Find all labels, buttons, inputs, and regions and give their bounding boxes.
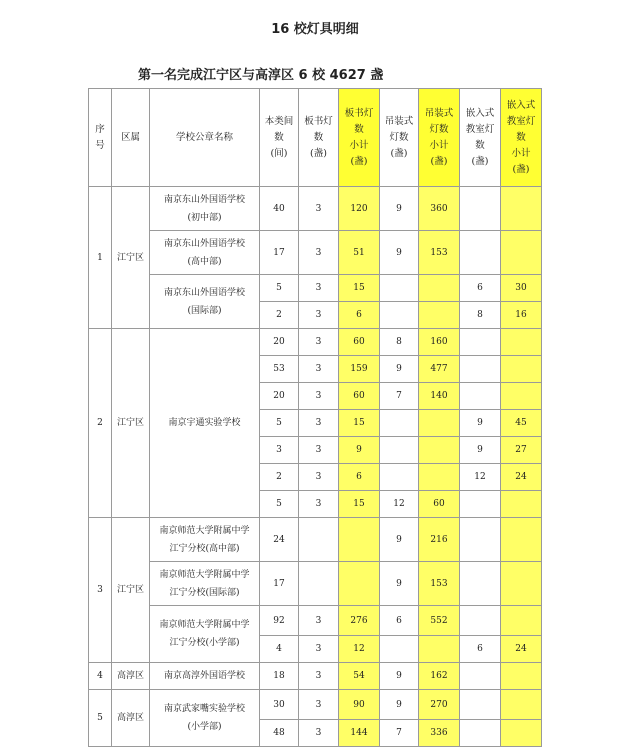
embed-sub-cell: 24 <box>501 636 542 663</box>
embed-cell: 9 <box>460 437 501 464</box>
board-cell: 3 <box>299 275 339 302</box>
hang-sub-cell: 552 <box>419 606 460 636</box>
hang-sub-cell: 270 <box>419 690 460 720</box>
col-header-school <box>150 89 260 187</box>
row-number: 3 <box>89 518 112 663</box>
board-cell: 3 <box>299 410 339 437</box>
col-header-line: 嵌入式 <box>506 99 536 111</box>
board-sub-cell: 60 <box>339 329 380 356</box>
hang-cell: 9 <box>380 562 419 606</box>
board-sub-cell: 15 <box>339 275 380 302</box>
hang-sub-cell <box>419 636 460 663</box>
row-number: 1 <box>89 187 112 329</box>
hang-sub-cell: 162 <box>419 663 460 690</box>
hang-cell <box>380 636 419 663</box>
school-name-cell <box>150 275 260 329</box>
hang-cell: 7 <box>380 720 419 747</box>
col-header-no <box>89 89 112 187</box>
table-row <box>89 663 542 690</box>
page-title: 16 校灯具明细 <box>271 22 359 37</box>
rooms-cell: 18 <box>260 663 299 690</box>
col-header-line: 数 <box>516 131 526 143</box>
board-cell: 3 <box>299 606 339 636</box>
rooms-cell: 53 <box>260 356 299 383</box>
embed-cell <box>460 606 501 636</box>
col-header-line: (盏) <box>512 163 530 175</box>
col-header-line: 灯数 <box>429 123 449 135</box>
embed-cell: 6 <box>460 275 501 302</box>
school-name-cell <box>150 187 260 231</box>
embed-sub-cell: 45 <box>501 410 542 437</box>
embed-cell: 6 <box>460 636 501 663</box>
col-header-line: 嵌入式 <box>465 107 495 119</box>
school-name-cell <box>150 606 260 663</box>
board-sub-cell: 120 <box>339 187 380 231</box>
hang-sub-cell: 360 <box>419 187 460 231</box>
school-name-cell <box>150 329 260 518</box>
hang-cell <box>380 410 419 437</box>
school-name-suffix: 江宁分校(国际部) <box>169 587 240 598</box>
board-cell: 3 <box>299 302 339 329</box>
col-header-district <box>112 89 150 187</box>
col-header-line: 数 <box>313 131 324 143</box>
hang-sub-cell: 140 <box>419 383 460 410</box>
school-name: 南京东山外国语学校 <box>163 287 245 298</box>
embed-sub-cell <box>501 383 542 410</box>
rooms-cell: 40 <box>260 187 299 231</box>
hang-cell <box>380 437 419 464</box>
school-name-suffix: (国际部) <box>187 305 222 316</box>
board-cell: 3 <box>299 187 339 231</box>
board-cell: 3 <box>299 636 339 663</box>
col-header-rooms <box>260 89 299 187</box>
board-sub-cell <box>339 518 380 562</box>
hang-cell <box>380 464 419 491</box>
col-header-board <box>299 89 339 187</box>
embed-cell <box>460 231 501 275</box>
hang-sub-cell <box>419 464 460 491</box>
board-cell: 3 <box>299 491 339 518</box>
rooms-cell: 92 <box>260 606 299 636</box>
hang-cell <box>380 302 419 329</box>
hang-cell <box>380 275 419 302</box>
school-name: 南京高淳外国语学校 <box>163 671 245 681</box>
hang-sub-cell: 153 <box>419 562 460 606</box>
row-number: 4 <box>89 663 112 690</box>
board-cell: 3 <box>299 231 339 275</box>
school-name-suffix: (高中部) <box>187 256 222 267</box>
rooms-cell: 17 <box>260 231 299 275</box>
rooms-cell: 17 <box>260 562 299 606</box>
col-header-line: 板书灯 <box>304 115 333 127</box>
row-number: 5 <box>89 690 112 747</box>
district-cell: 江宁区 <box>112 187 150 329</box>
embed-cell: 12 <box>460 464 501 491</box>
rooms-cell: 5 <box>260 275 299 302</box>
rooms-cell: 3 <box>260 437 299 464</box>
school-name-cell <box>150 518 260 562</box>
embed-cell <box>460 356 501 383</box>
rooms-cell: 20 <box>260 383 299 410</box>
board-cell: 3 <box>299 663 339 690</box>
embed-cell <box>460 720 501 747</box>
board-sub-cell: 144 <box>339 720 380 747</box>
school-name: 南京宇通实验学校 <box>168 418 241 428</box>
hang-sub-cell: 216 <box>419 518 460 562</box>
rooms-cell: 4 <box>260 636 299 663</box>
board-sub-cell: 9 <box>339 437 380 464</box>
embed-cell <box>460 491 501 518</box>
rooms-cell: 5 <box>260 410 299 437</box>
board-sub-cell: 6 <box>339 464 380 491</box>
rooms-cell: 24 <box>260 518 299 562</box>
school-name-suffix: (初中部) <box>187 212 222 223</box>
table-body <box>89 187 542 747</box>
hang-sub-cell: 60 <box>419 491 460 518</box>
board-sub-cell: 15 <box>339 491 380 518</box>
embed-cell <box>460 690 501 720</box>
embed-cell <box>460 663 501 690</box>
board-cell <box>299 518 339 562</box>
embed-sub-cell: 24 <box>501 464 542 491</box>
school-name: 南京东山外国语学校 <box>163 238 245 249</box>
hang-cell: 7 <box>380 383 419 410</box>
embed-cell <box>460 562 501 606</box>
school-name-cell <box>150 690 260 747</box>
board-sub-cell: 159 <box>339 356 380 383</box>
embed-sub-cell <box>501 663 542 690</box>
board-cell <box>299 562 339 606</box>
school-name-cell <box>150 663 260 690</box>
embed-sub-cell: 16 <box>501 302 542 329</box>
hang-sub-cell: 477 <box>419 356 460 383</box>
board-sub-cell: 276 <box>339 606 380 636</box>
table-row <box>89 231 542 275</box>
board-cell: 3 <box>299 437 339 464</box>
col-header-board-subtotal <box>339 89 380 187</box>
col-header-line: 教室灯 <box>506 115 536 127</box>
embed-sub-cell <box>501 606 542 636</box>
hang-sub-cell <box>419 302 460 329</box>
col-header-line: 数 <box>274 131 284 143</box>
col-header-line: 板书灯 <box>344 107 374 119</box>
school-name: 南京武家嘴实验学校 <box>163 704 245 714</box>
col-header-line: (盏) <box>390 147 408 159</box>
col-header-line: (盏) <box>310 147 327 159</box>
school-name-suffix: 江宁分校(小学部) <box>169 638 240 648</box>
embed-sub-cell <box>501 187 542 231</box>
col-header-line: (盏) <box>471 155 489 167</box>
col-header-line: 小计 <box>429 139 449 151</box>
hang-sub-cell <box>419 437 460 464</box>
board-cell: 3 <box>299 720 339 747</box>
col-header-embed <box>460 89 501 187</box>
table-header-row <box>89 89 542 187</box>
table-row <box>89 518 542 562</box>
col-header-line: 号 <box>95 139 105 151</box>
board-sub-cell: 51 <box>339 231 380 275</box>
rooms-cell: 20 <box>260 329 299 356</box>
board-cell: 3 <box>299 329 339 356</box>
hang-sub-cell: 160 <box>419 329 460 356</box>
school-name: 南京师范大学附属中学 <box>159 525 250 536</box>
school-name-cell <box>150 562 260 606</box>
col-header-hang-subtotal <box>419 89 460 187</box>
school-name-suffix: 江宁分校(高中部) <box>169 543 240 554</box>
school-name: 南京东山外国语学校 <box>163 194 245 205</box>
embed-cell: 9 <box>460 410 501 437</box>
rooms-cell: 2 <box>260 302 299 329</box>
hang-sub-cell <box>419 410 460 437</box>
embed-sub-cell <box>501 562 542 606</box>
hang-cell: 9 <box>380 690 419 720</box>
embed-sub-cell: 27 <box>501 437 542 464</box>
hang-sub-cell: 336 <box>419 720 460 747</box>
col-header-line: 吊装式 <box>384 115 414 127</box>
embed-sub-cell <box>501 231 542 275</box>
rooms-cell: 2 <box>260 464 299 491</box>
col-header-line: 灯数 <box>389 131 409 143</box>
embed-cell <box>460 329 501 356</box>
table-row <box>89 606 542 636</box>
table-row <box>89 690 542 720</box>
hang-cell: 9 <box>380 356 419 383</box>
board-cell: 3 <box>299 356 339 383</box>
hang-sub-cell <box>419 275 460 302</box>
embed-cell <box>460 383 501 410</box>
school-name: 南京师范大学附属中学 <box>159 569 250 580</box>
col-header-line: (间) <box>270 147 288 159</box>
board-sub-cell <box>339 562 380 606</box>
district-cell: 高淳区 <box>112 690 150 747</box>
table-row <box>89 187 542 231</box>
table-row <box>89 329 542 356</box>
embed-cell <box>460 187 501 231</box>
embed-cell <box>460 518 501 562</box>
col-header-line: 数 <box>354 123 364 135</box>
col-header-embed-subtotal <box>501 89 542 187</box>
hang-cell: 6 <box>380 606 419 636</box>
embed-sub-cell <box>501 690 542 720</box>
embed-sub-cell <box>501 720 542 747</box>
board-sub-cell: 60 <box>339 383 380 410</box>
hang-cell: 9 <box>380 231 419 275</box>
table-row <box>89 562 542 606</box>
col-header-line: 小计 <box>511 147 531 159</box>
embed-sub-cell <box>501 518 542 562</box>
board-cell: 3 <box>299 383 339 410</box>
district-cell: 江宁区 <box>112 329 150 518</box>
board-sub-cell: 54 <box>339 663 380 690</box>
hang-cell: 9 <box>380 663 419 690</box>
hang-cell: 8 <box>380 329 419 356</box>
hang-sub-cell: 153 <box>419 231 460 275</box>
page-subtitle: 第一名完成江宁区与高淳区 6 校 4627 盏 <box>138 68 384 83</box>
embed-sub-cell <box>501 356 542 383</box>
embed-sub-cell <box>501 491 542 518</box>
lamp-detail-table <box>88 88 542 747</box>
col-header-line: (盏) <box>350 155 368 167</box>
col-header-hang <box>380 89 419 187</box>
col-header-line: 学校公章名称 <box>175 131 233 143</box>
rooms-cell: 5 <box>260 491 299 518</box>
board-sub-cell: 15 <box>339 410 380 437</box>
rooms-cell: 48 <box>260 720 299 747</box>
hang-cell: 9 <box>380 187 419 231</box>
embed-sub-cell: 30 <box>501 275 542 302</box>
school-name-suffix: (小学部) <box>187 722 222 732</box>
board-sub-cell: 90 <box>339 690 380 720</box>
school-name-cell <box>150 231 260 275</box>
embed-cell: 8 <box>460 302 501 329</box>
school-name: 南京师范大学附属中学 <box>159 620 250 630</box>
col-header-line: 小计 <box>349 139 369 151</box>
row-number: 2 <box>89 329 112 518</box>
col-header-line: 本类间 <box>264 115 294 127</box>
col-header-line: 数 <box>475 139 485 151</box>
hang-cell: 9 <box>380 518 419 562</box>
embed-sub-cell <box>501 329 542 356</box>
col-header-line: (盏) <box>430 155 448 167</box>
board-sub-cell: 6 <box>339 302 380 329</box>
board-cell: 3 <box>299 464 339 491</box>
col-header-line: 区属 <box>120 131 140 143</box>
board-sub-cell: 12 <box>339 636 380 663</box>
col-header-line: 序 <box>95 123 105 135</box>
board-cell: 3 <box>299 690 339 720</box>
col-header-line: 吊装式 <box>424 107 454 119</box>
table-row <box>89 275 542 302</box>
rooms-cell: 30 <box>260 690 299 720</box>
district-cell: 江宁区 <box>112 518 150 663</box>
col-header-line: 教室灯 <box>465 123 495 135</box>
district-cell: 高淳区 <box>112 663 150 690</box>
hang-cell: 12 <box>380 491 419 518</box>
